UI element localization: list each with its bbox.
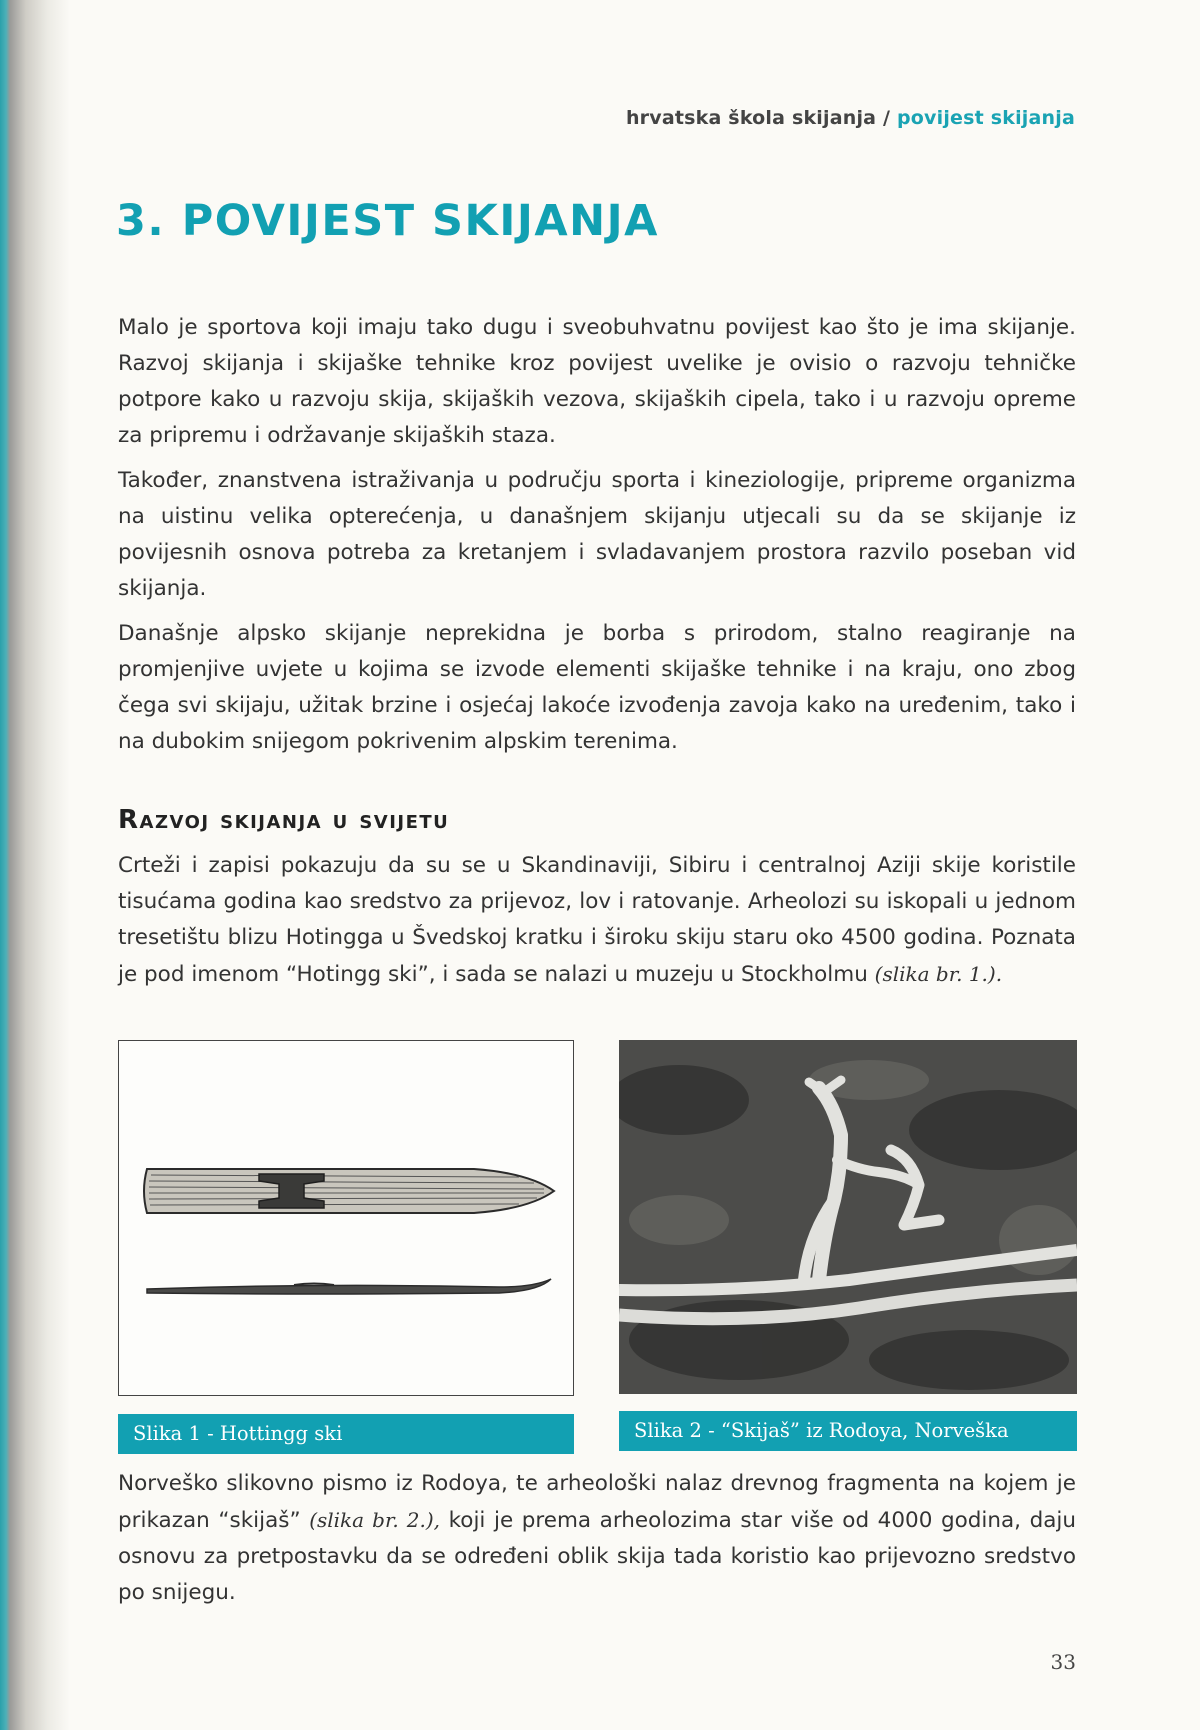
running-head [560,107,1075,129]
paragraph-intro: Malo je sportova koji imaju tako dugu i sveobuhvatnu povijest kao što je ima skijanje. Razvoj skijanja i skijaške tehnike kroz povijest uvelike je ovisio o razvoju tehničke potpore kako u razvoju skija, skijaških vezova, skijaških cipela, tako i u razvoju opreme za pripremu i održavanje skijaških staza. [118,315,1076,448]
figure-2-rodoy-skier [619,1040,1077,1394]
section-heading: Razvoj skijanja u svijetu [118,805,450,835]
page-number: 33 [1050,1650,1076,1674]
paragraph-rodoy-text-a: Norveško slikovno pismo iz Rodoya, te arheološki nalaz drevnog fragmenta na kojem je prikazan “skijaš” [118,1471,1076,1533]
paragraph-history [118,848,1076,993]
chapter-title: 3. POVIJEST SKIJANJA [116,196,659,246]
figure-1-caption: Slika 1 - Hottingg ski [118,1414,574,1454]
book-spine-shadow [0,0,70,1730]
running-head-separator: / [876,107,897,129]
running-head-book: hrvatska škola skijanja [625,107,877,129]
paragraph-history-text: Crteži i zapisi pokazuju da su se u Skandinaviji, Sibiru i centralnoj Aziji skije koristile tisućama godina kao sredstvo za prijevoz, lov i ratovanje. Arheolozi su iskopali u jednom tresetištu blizu Hotingga u Švedskoj kratku i široku skiju staru oko 4500 godina. Poznata je pod imenom “Hotingg ski”, i sada se nalazi u muzeju u Stockholmu [118,853,1076,987]
rodoy-rock-carving [619,1040,1077,1394]
figure-2-reference: (slika br. 2.), [309,1508,441,1532]
paragraph-rodoy-text-b: koji je prema arheolozima star više od 4000 godina, daju osnovu za pretpostavku da se određeni oblik skija tada koristio kao prijevozno sredstvo po snijegu. [118,1508,1076,1605]
paragraph-rodoy [118,1466,1076,1611]
paragraph-research: Također, znanstvena istraživanja u području sporta i kineziologije, pripreme organizma na uistinu velika opterećenja, u današnjem skijanju utjecali su da se skijanje iz povijesnih osnova potreba za kretanjem i svladavanjem prostora razvilo poseban vid skijanja. [118,468,1076,601]
figure-2-caption: Slika 2 - “Skijaš” iz Rodoya, Norveška [619,1411,1077,1451]
figure-1-hotingg-ski [118,1040,574,1396]
hotingg-ski-illustration [119,1041,572,1394]
running-head-chapter: povijest skijanja [896,107,1075,129]
figure-1-reference: (slika br. 1.). [874,962,1003,986]
paragraph-alpine-skiing: Današnje alpsko skijanje neprekidna je borba s prirodom, stalno reagiranje na promjenjive uvjete u kojima se izvode elementi skijaške tehnike i na kraju, ono zbog čega svi skijaju, užitak brzine i osjećaj lakoće izvođenja zavoja kako na uređenim, tako i na dubokim snijegom pokrivenim alpskim terenima. [118,621,1076,754]
